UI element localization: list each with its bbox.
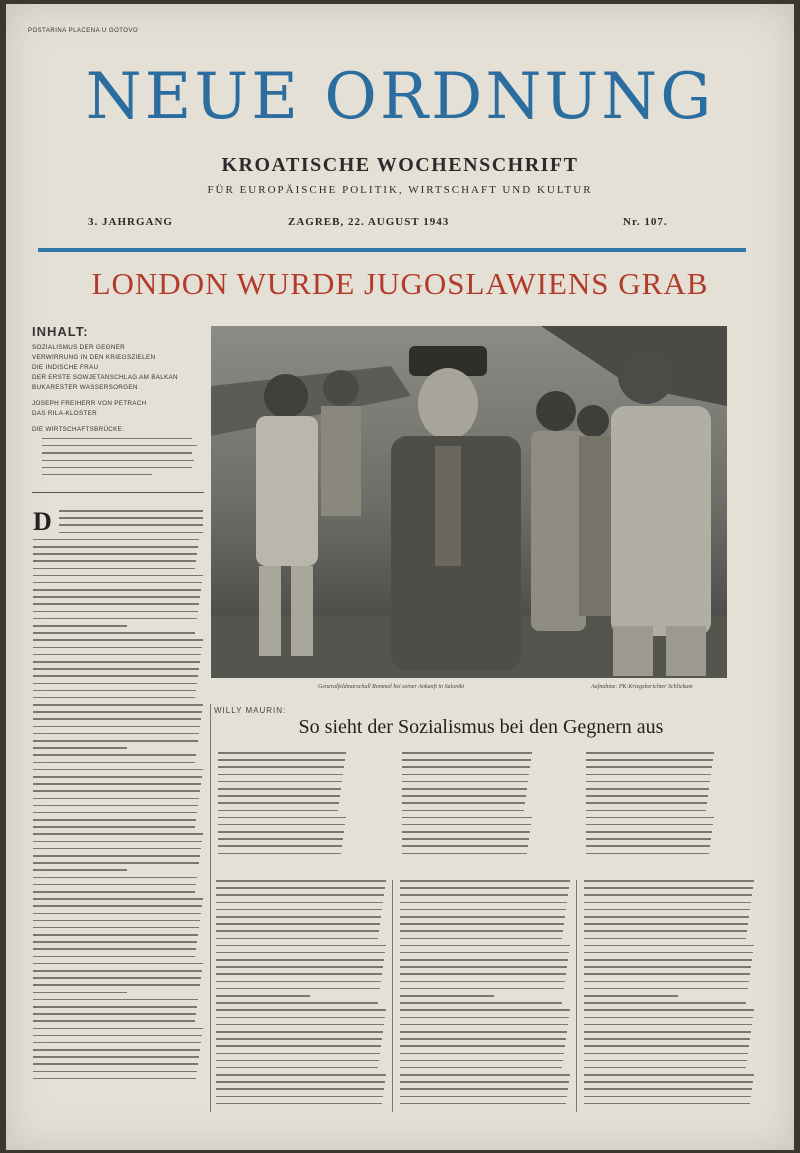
text-line <box>586 831 712 833</box>
text-line <box>402 817 532 819</box>
text-line <box>402 824 531 826</box>
text-line <box>216 966 383 968</box>
text-line <box>33 948 196 950</box>
text-line <box>33 733 199 735</box>
text-line <box>584 1009 754 1011</box>
text-line <box>216 1067 378 1069</box>
text-line <box>584 966 751 968</box>
text-line <box>59 517 203 519</box>
text-line <box>402 766 530 768</box>
text-line <box>216 1060 379 1062</box>
text-line <box>400 952 569 954</box>
text-line <box>584 930 747 932</box>
postage-note: POSTARINA PLACENA U GOTOVO <box>28 28 139 34</box>
text-line <box>584 923 748 925</box>
text-line <box>33 575 203 577</box>
article-author: WILLY MAURIN: <box>214 706 287 715</box>
text-line <box>216 902 383 904</box>
text-line <box>33 625 127 627</box>
text-line <box>33 704 203 706</box>
text-line <box>584 973 750 975</box>
text-line <box>402 774 529 776</box>
contents-heading: INHALT: <box>32 324 89 339</box>
text-line <box>586 766 712 768</box>
drop-cap: D <box>33 507 52 536</box>
text-line <box>586 781 710 783</box>
text-line <box>33 740 198 742</box>
text-line <box>400 1045 565 1047</box>
text-line <box>216 1088 384 1090</box>
text-line <box>218 845 342 847</box>
text-line <box>33 862 199 864</box>
text-line <box>33 560 196 562</box>
article-column-4 <box>216 880 386 1112</box>
text-line <box>33 632 195 634</box>
text-line <box>216 1103 382 1105</box>
text-line <box>216 1017 385 1019</box>
contents-box <box>32 324 204 481</box>
article-column-3 <box>586 752 714 864</box>
text-line <box>400 902 567 904</box>
text-line <box>33 1078 196 1080</box>
text-line <box>216 1081 385 1083</box>
text-line <box>400 1024 568 1026</box>
text-line <box>400 909 566 911</box>
contents-economy-heading: DIE WIRTSCHAFTSBRÜCKE: <box>32 426 125 433</box>
text-line <box>33 546 198 548</box>
text-line <box>216 995 310 997</box>
text-line <box>33 805 198 807</box>
text-line <box>402 759 531 761</box>
text-line <box>33 1006 197 1008</box>
text-line <box>400 894 568 896</box>
text-line <box>584 1017 753 1019</box>
contents-rule <box>32 492 204 493</box>
text-line <box>400 930 563 932</box>
text-line <box>216 1009 386 1011</box>
text-line <box>400 1067 562 1069</box>
text-line <box>218 788 341 790</box>
text-line <box>584 880 754 882</box>
text-line <box>33 1056 199 1058</box>
text-line <box>33 992 127 994</box>
text-line <box>216 1096 383 1098</box>
contents-item: DER ERSTE SOWJETANSCHLAG AM BALKAN <box>32 374 178 381</box>
text-line <box>33 611 198 613</box>
text-line <box>33 718 201 720</box>
text-line <box>216 1045 381 1047</box>
masthead <box>6 62 794 132</box>
text-line <box>218 824 345 826</box>
text-line <box>33 934 198 936</box>
text-line <box>584 959 752 961</box>
text-line <box>402 752 532 754</box>
text-line <box>400 1031 567 1033</box>
left-column-text <box>33 507 203 1090</box>
contents-economy-lines <box>32 438 204 475</box>
text-line <box>584 909 750 911</box>
text-line <box>218 802 339 804</box>
text-line <box>33 711 202 713</box>
text-line <box>33 783 201 785</box>
text-line <box>586 838 711 840</box>
newspaper-tagline: FÜR EUROPÄISCHE POLITIK, WIRTSCHAFT UND KULTUR <box>207 184 593 196</box>
text-line <box>33 582 202 584</box>
text-line <box>218 838 343 840</box>
text-line <box>584 1024 752 1026</box>
article-column-2 <box>402 752 532 864</box>
text-line <box>33 668 199 670</box>
text-line <box>33 1035 202 1037</box>
text-line <box>218 810 338 812</box>
dateline: ZAGREB, 22. AUGUST 1943 <box>288 216 450 228</box>
contents-item: JOSEPH FREIHERR VON PETRACH <box>32 400 147 407</box>
photo-caption: Generalfeldmarschall Rommel bei seiner Ankunft in Saloniki <box>318 684 465 690</box>
text-line <box>33 798 199 800</box>
contents-item: SOZIALISMUS DER GEGNER <box>32 344 126 351</box>
text-line <box>584 1103 750 1105</box>
text-line <box>402 781 528 783</box>
text-line <box>33 697 195 699</box>
text-line <box>216 1038 382 1040</box>
contents-item: BUKARESTER WASSERSORGEN <box>32 384 138 391</box>
text-line <box>584 1088 752 1090</box>
text-line <box>400 1096 567 1098</box>
masthead-rule <box>38 248 746 252</box>
text-line <box>218 853 341 855</box>
text-line <box>584 988 748 990</box>
text-line <box>216 880 386 882</box>
text-line <box>33 683 197 685</box>
text-line <box>33 941 197 943</box>
text-line <box>402 853 527 855</box>
text-line <box>216 981 381 983</box>
text-line <box>584 981 749 983</box>
text-line <box>33 747 127 749</box>
text-line <box>400 995 494 997</box>
text-line <box>402 802 525 804</box>
text-line <box>33 596 200 598</box>
text-line <box>584 1002 746 1004</box>
text-line <box>218 795 340 797</box>
text-line <box>33 589 201 591</box>
column-rule <box>392 880 393 1112</box>
text-line <box>584 938 746 940</box>
text-line <box>400 880 570 882</box>
text-line <box>33 790 200 792</box>
text-line <box>586 788 709 790</box>
text-line <box>586 824 713 826</box>
text-line <box>400 1002 562 1004</box>
text-line <box>400 959 568 961</box>
text-line <box>216 952 385 954</box>
text-line <box>33 855 200 857</box>
text-line <box>400 887 569 889</box>
text-line <box>586 759 713 761</box>
contents-item: DAS RILA-KLOSTER <box>32 410 97 417</box>
text-line <box>216 894 384 896</box>
text-line <box>59 532 203 534</box>
text-line <box>400 945 570 947</box>
text-line <box>33 568 195 570</box>
text-line <box>584 916 749 918</box>
article-column-5 <box>400 880 570 1112</box>
text-line <box>402 838 529 840</box>
text-line <box>400 966 567 968</box>
text-line <box>216 959 384 961</box>
text-line <box>33 675 198 677</box>
text-line <box>33 826 195 828</box>
text-line <box>218 781 342 783</box>
text-line <box>33 841 202 843</box>
text-line <box>584 1053 748 1055</box>
news-photo <box>211 326 727 678</box>
text-line <box>33 927 199 929</box>
text-line <box>216 909 382 911</box>
text-line <box>216 923 380 925</box>
text-line <box>33 848 201 850</box>
text-line <box>33 639 203 641</box>
text-line <box>400 1060 563 1062</box>
text-line <box>33 1042 201 1044</box>
text-line <box>33 1049 200 1051</box>
text-line <box>216 1053 380 1055</box>
text-line <box>33 654 201 656</box>
text-line <box>400 973 566 975</box>
newspaper-page <box>6 4 794 1150</box>
text-line <box>33 1028 203 1030</box>
text-line <box>33 884 196 886</box>
newspaper-subtitle: KROATISCHE WOCHENSCHRIFT <box>221 154 579 176</box>
text-line <box>586 774 711 776</box>
text-line <box>33 984 200 986</box>
text-line <box>402 788 527 790</box>
article-column-1 <box>218 752 346 864</box>
text-line <box>33 1013 196 1015</box>
volume-label: 3. JAHRGANG <box>88 216 173 228</box>
text-line <box>33 769 203 771</box>
text-line <box>400 923 564 925</box>
text-line <box>33 977 201 979</box>
contents-item: DIE INDISCHE FRAU <box>32 364 99 371</box>
text-line <box>584 1045 749 1047</box>
text-line <box>33 776 202 778</box>
text-line <box>584 1096 751 1098</box>
text-line <box>400 981 565 983</box>
text-line <box>33 553 197 555</box>
text-line <box>400 916 565 918</box>
text-line <box>586 795 708 797</box>
newspaper-title: NEUE ORDNUNG <box>85 60 715 134</box>
text-line <box>33 869 127 871</box>
text-line <box>216 938 378 940</box>
text-line <box>400 938 562 940</box>
text-line <box>400 1009 570 1011</box>
text-line <box>400 1038 566 1040</box>
text-line <box>584 995 678 997</box>
text-line <box>33 618 197 620</box>
text-line <box>584 1074 754 1076</box>
text-line <box>33 661 200 663</box>
text-line <box>400 1053 564 1055</box>
text-line <box>218 766 344 768</box>
text-line <box>584 902 751 904</box>
photo-image <box>211 326 727 678</box>
text-line <box>33 891 195 893</box>
issue-number: Nr. 107. <box>623 216 668 228</box>
text-line <box>400 1017 569 1019</box>
text-line <box>218 752 346 754</box>
text-line <box>33 877 197 879</box>
column-rule <box>576 880 577 1112</box>
text-line <box>33 1063 198 1065</box>
text-line <box>584 1038 750 1040</box>
text-line <box>59 510 203 512</box>
text-line <box>584 1081 753 1083</box>
text-line <box>33 647 202 649</box>
text-line <box>402 845 528 847</box>
text-line <box>216 1031 383 1033</box>
text-line <box>216 945 386 947</box>
text-line <box>33 913 201 915</box>
text-line <box>402 810 524 812</box>
text-line <box>584 887 753 889</box>
text-line <box>216 1074 386 1076</box>
text-line <box>400 988 564 990</box>
text-line <box>33 603 199 605</box>
text-line <box>400 1081 569 1083</box>
text-line <box>400 1088 568 1090</box>
text-line <box>33 833 203 835</box>
main-headline: LONDON WURDE JUGOSLAWIENS GRAB <box>91 266 709 301</box>
article-column-6 <box>584 880 754 1112</box>
text-line <box>586 752 714 754</box>
text-line <box>59 524 203 526</box>
text-line <box>586 802 707 804</box>
text-line <box>400 1103 566 1105</box>
text-line <box>33 956 195 958</box>
text-line <box>216 1024 384 1026</box>
text-line <box>402 795 526 797</box>
photo-credit: Aufnahme: PK-Kriegsberichter Schlickum <box>591 684 693 690</box>
contents-item: VERWIRRUNG IN DEN KRIEGSZIELEN <box>32 354 156 361</box>
text-line <box>33 905 202 907</box>
text-line <box>33 690 196 692</box>
text-line <box>33 812 197 814</box>
text-line <box>216 1002 378 1004</box>
column-rule <box>210 704 211 1112</box>
text-line <box>33 1020 195 1022</box>
text-line <box>33 970 202 972</box>
text-line <box>584 945 754 947</box>
text-line <box>218 759 345 761</box>
text-line <box>584 894 752 896</box>
text-line <box>33 819 196 821</box>
text-line <box>33 898 203 900</box>
text-line <box>33 963 203 965</box>
text-line <box>216 988 380 990</box>
text-line <box>586 810 706 812</box>
text-line <box>33 726 200 728</box>
text-line <box>402 831 530 833</box>
text-line <box>400 1074 570 1076</box>
text-line <box>33 754 196 756</box>
text-line <box>216 916 381 918</box>
article-title: So sieht der Sozialismus bei den Gegnern aus <box>298 716 664 738</box>
text-line <box>33 999 198 1001</box>
text-line <box>584 1067 746 1069</box>
text-line <box>218 831 344 833</box>
text-line <box>586 817 714 819</box>
text-line <box>216 887 385 889</box>
text-line <box>33 762 195 764</box>
text-line <box>586 845 710 847</box>
text-line <box>216 930 379 932</box>
text-line <box>218 774 343 776</box>
text-line <box>33 920 200 922</box>
text-line <box>584 1060 747 1062</box>
text-line <box>216 973 382 975</box>
text-line <box>586 853 709 855</box>
text-line <box>584 952 753 954</box>
text-line <box>584 1031 751 1033</box>
text-line <box>218 817 346 819</box>
text-line <box>33 1071 197 1073</box>
text-line <box>33 539 199 541</box>
